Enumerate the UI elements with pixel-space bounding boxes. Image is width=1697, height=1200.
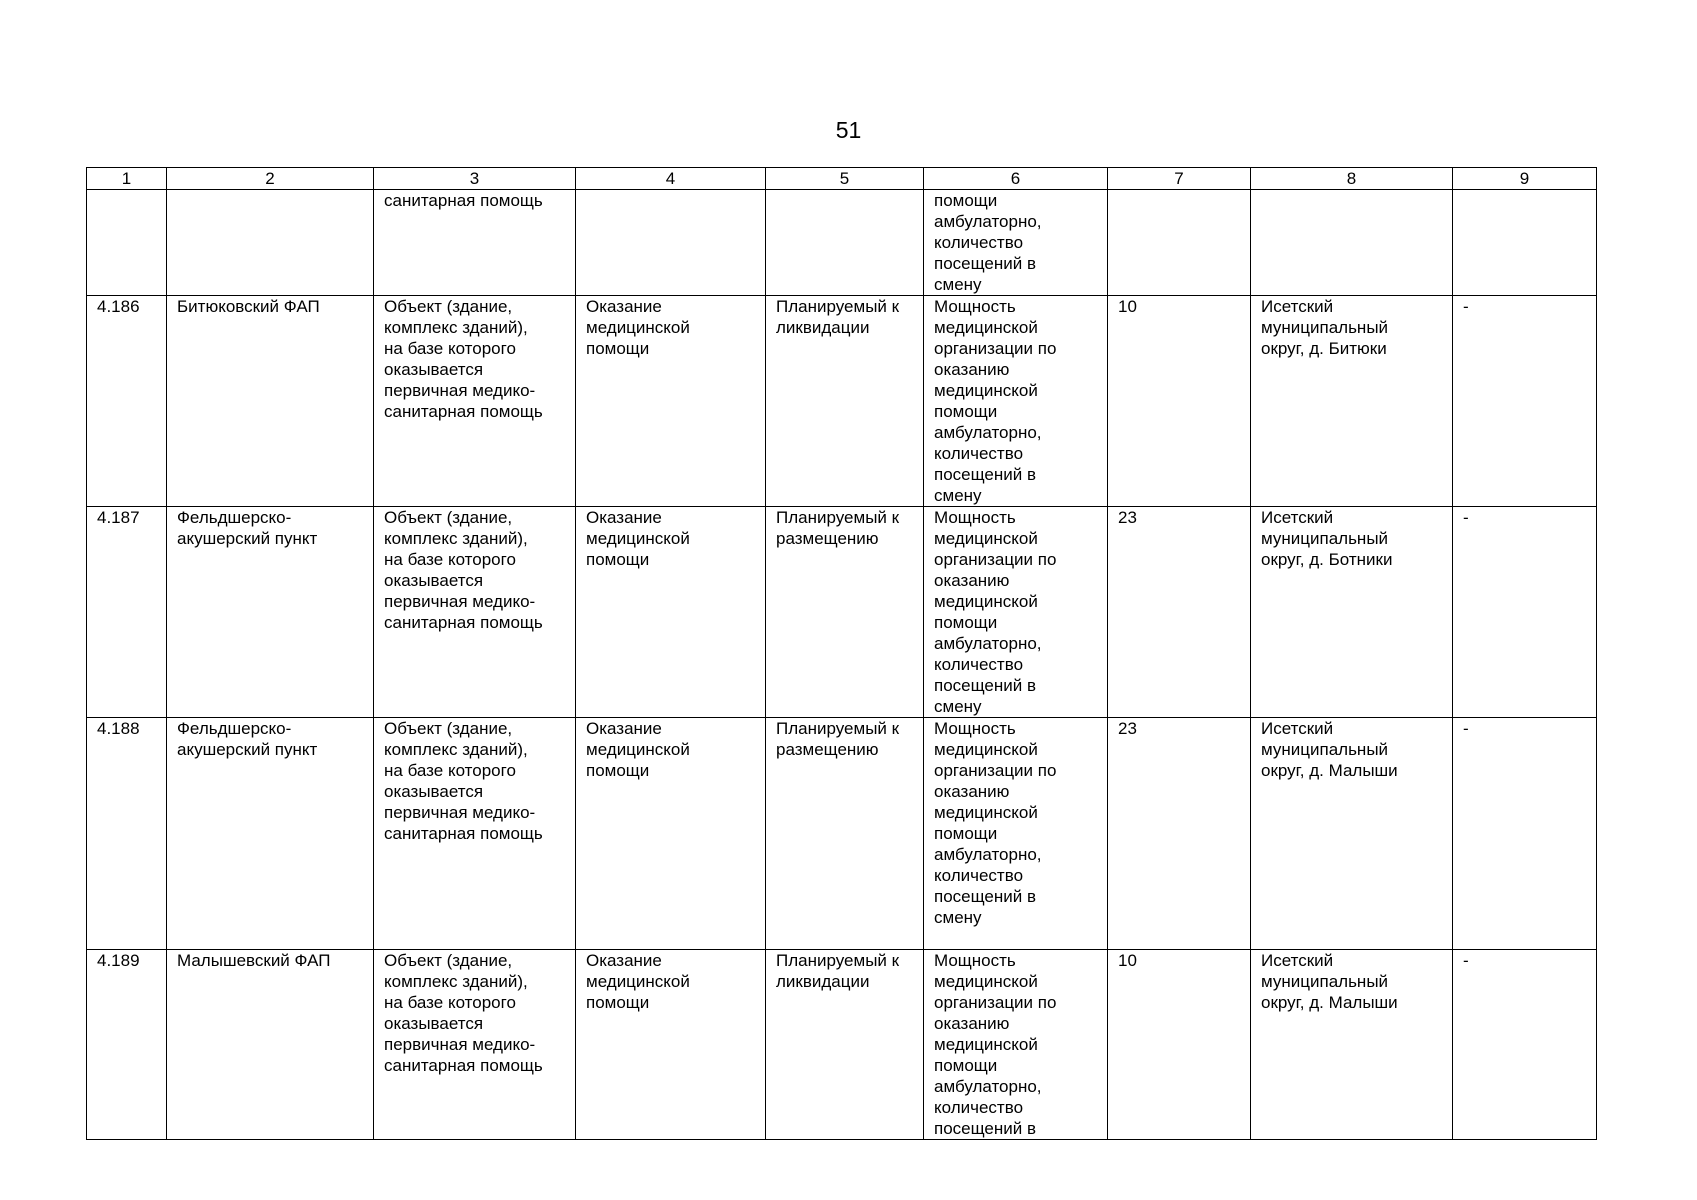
cell-name: Фельдшерско- акушерский пункт — [167, 507, 374, 718]
cell-value: 23 — [1108, 507, 1251, 718]
objects-table — [86, 167, 1597, 1140]
cell-status: Планируемый к размещению — [766, 718, 924, 950]
cell-number: 4.187 — [87, 507, 167, 718]
column-header-2: 2 — [167, 168, 374, 190]
cell-location: Исетский муниципальный округ, д. Битюки — [1251, 296, 1453, 507]
cell-status: Планируемый к ликвидации — [766, 296, 924, 507]
cell-object-type: Объект (здание, комплекс зданий), на базе которого оказывается первичная медико- санитарная помощь — [374, 296, 576, 507]
cell-characteristic: Мощность медицинской организации по оказанию медицинской помощи амбулаторно, количество посещений в смену — [924, 718, 1108, 950]
cell-location — [1251, 190, 1453, 296]
column-header-4: 4 — [576, 168, 766, 190]
cell-location: Исетский муниципальный округ, д. Ботники — [1251, 507, 1453, 718]
cell-status — [766, 190, 924, 296]
column-header-1: 1 — [87, 168, 167, 190]
table-header-row — [87, 168, 1597, 190]
cell-number — [87, 190, 167, 296]
cell-location: Исетский муниципальный округ, д. Малыши — [1251, 718, 1453, 950]
cell-object-type: Объект (здание, комплекс зданий), на базе которого оказывается первичная медико- санитарная помощь — [374, 507, 576, 718]
page-number: 51 — [835, 117, 862, 143]
cell-zone — [1453, 190, 1597, 296]
cell-object-type: Объект (здание, комплекс зданий), на базе которого оказывается первичная медико- санитарная помощь — [374, 950, 576, 1140]
cell-characteristic: Мощность медицинской организации по оказанию медицинской помощи амбулаторно, количество посещений в смену — [924, 507, 1108, 718]
cell-name: Битюковский ФАП — [167, 296, 374, 507]
cell-purpose: Оказание медицинской помощи — [576, 718, 766, 950]
table-row — [87, 507, 1597, 718]
cell-name — [167, 190, 374, 296]
cell-object-type: Объект (здание, комплекс зданий), на базе которого оказывается первичная медико- санитарная помощь — [374, 718, 576, 950]
cell-name: Малышевский ФАП — [167, 950, 374, 1140]
column-header-5: 5 — [766, 168, 924, 190]
cell-name: Фельдшерско- акушерский пункт — [167, 718, 374, 950]
cell-purpose — [576, 190, 766, 296]
cell-value: 10 — [1108, 296, 1251, 507]
cell-characteristic: помощи амбулаторно, количество посещений в смену — [924, 190, 1108, 296]
cell-zone: - — [1453, 718, 1597, 950]
cell-status: Планируемый к ликвидации — [766, 950, 924, 1140]
table-row-continuation — [87, 190, 1597, 296]
cell-number: 4.186 — [87, 296, 167, 507]
cell-number: 4.189 — [87, 950, 167, 1140]
column-header-7: 7 — [1108, 168, 1251, 190]
cell-zone: - — [1453, 507, 1597, 718]
column-header-3: 3 — [374, 168, 576, 190]
cell-zone: - — [1453, 950, 1597, 1140]
column-header-6: 6 — [924, 168, 1108, 190]
table-row — [87, 296, 1597, 507]
cell-purpose: Оказание медицинской помощи — [576, 507, 766, 718]
column-header-8: 8 — [1251, 168, 1453, 190]
cell-number: 4.188 — [87, 718, 167, 950]
cell-purpose: Оказание медицинской помощи — [576, 296, 766, 507]
cell-purpose: Оказание медицинской помощи — [576, 950, 766, 1140]
cell-characteristic: Мощность медицинской организации по оказанию медицинской помощи амбулаторно, количество посещений в — [924, 950, 1108, 1140]
cell-object-type: санитарная помощь — [374, 190, 576, 296]
cell-location: Исетский муниципальный округ, д. Малыши — [1251, 950, 1453, 1140]
cell-value: 23 — [1108, 718, 1251, 950]
cell-characteristic: Мощность медицинской организации по оказанию медицинской помощи амбулаторно, количество посещений в смену — [924, 296, 1108, 507]
cell-zone: - — [1453, 296, 1597, 507]
table-row — [87, 718, 1597, 950]
table-row — [87, 950, 1597, 1140]
cell-value: 10 — [1108, 950, 1251, 1140]
column-header-9: 9 — [1453, 168, 1597, 190]
cell-status: Планируемый к размещению — [766, 507, 924, 718]
cell-value — [1108, 190, 1251, 296]
